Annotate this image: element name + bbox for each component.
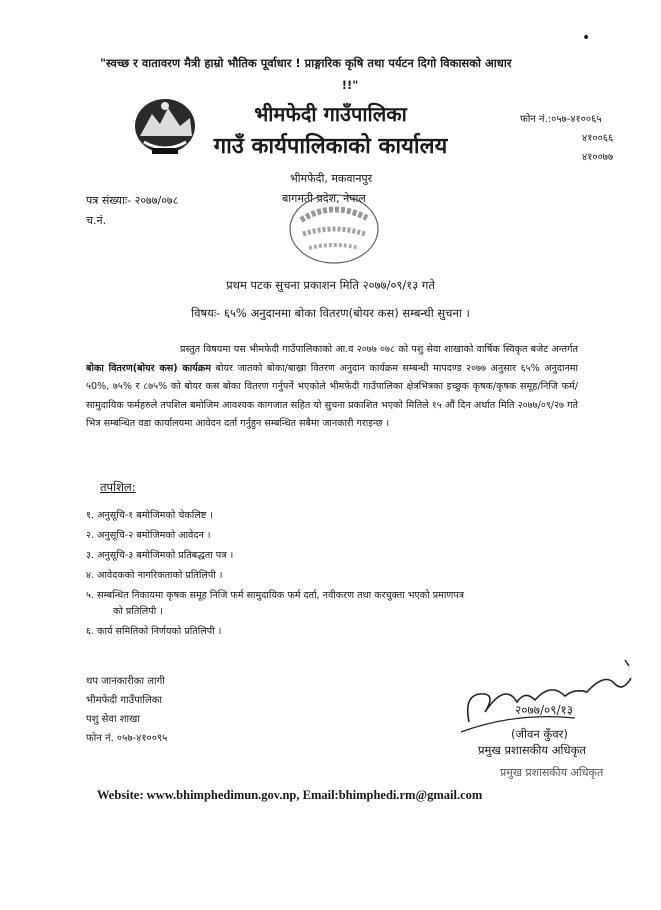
details-heading: तपशिल: (100, 480, 136, 494)
contact-block (86, 672, 167, 748)
office-stamp (283, 190, 385, 268)
details-list (86, 508, 586, 644)
phone-block (520, 110, 613, 167)
list-item: ३. अनुसूचि-३ बमोजिमको प्रतिबद्धता पत्र । (86, 550, 234, 561)
motto-line-2: !!" (341, 78, 359, 92)
publication-date: प्रथम पटक सुचना प्रकाशन मिति २०७७/०९/१३ गते (226, 278, 435, 292)
contact-heading: थप जानकारीका लागी (86, 676, 165, 687)
address-line-2: बागमती प्रदेश, नेपाल (282, 192, 366, 205)
stray-mark: • (582, 30, 591, 46)
notice-body-part-2: बोयर जातको बोका/बाख्रा वितरण अनुदान कार्यक्रम सम्बन्धी मापदण्ड २०७७ अनुसार ६५% अनुदानमा ५0%, ७५% र ८७५% को बोयर कस बोका वितरण गर्नुपर्ने भएकोले भीमफेदी गाउँपालिका क्षेत्रभित्रका इच्छुक कृषक/कृषक समूह/निजि फर्म/ सामुदायिक फर्महरुले तपशिल बमोजिम आवश्यक कागजात सहित यो सुचना प्रकाशित भएको मितिले १५ औं दिन अर्थात मिति २०७७/०९/२७ गते भित्र सम्बन्धित वडा कार्यालयमा आवेदन दर्ता गर्नुहुन सम्बन्धित सबैमा जानकारी गराइन्छ । (86, 362, 578, 430)
motto-line-1: "स्वच्छ र वातावरण मैत्री हाम्रो भौतिक पूर्वाधार ! प्राङ्गारिक कृषि तथा पर्यटन दिगो विकासको आधार (100, 56, 512, 70)
list-item: २. अनुसूचि-२ बमोजिमको आवेदन । (86, 530, 211, 541)
signatory-name: (जीवन कुँवर) (511, 727, 568, 741)
notice-body-part-1: प्रस्तुत विषयमा यस भीमफेदी गाउँपालिकाको आ.व २०७७ ०७८ को पशु सेवा शाखाको वार्षिक स्विकृत बजेट अन्तर्गत (180, 344, 578, 355)
notice-body (86, 341, 578, 434)
notice-subject: विषयः- ६५% अनुदानमा बोका वितरण(बोयर कस) सम्बन्धी सुचना । (191, 306, 470, 320)
dispatch-number: च.नं. (86, 214, 107, 227)
contact-line: भीमफेदी गाउँपालिका (86, 695, 162, 706)
list-item-continuation: को प्रतिलिपी । (113, 606, 163, 617)
list-item: ६. कार्य समितिको निर्णयको प्रतिलिपी । (86, 626, 222, 637)
phone-number-1: फोन नं.:०५७-४१००६५ (520, 114, 602, 125)
handwritten-signature (455, 652, 655, 744)
motto (100, 52, 600, 96)
municipality-name: भीमफेदी गाउँपालिका (254, 102, 407, 126)
list-item (86, 588, 586, 620)
contact-phone: फोन नं. ०५७-४१००९५ (86, 733, 168, 744)
office-name: गाउँ कार्यपालिकाको कार्यालय (213, 134, 448, 159)
phone-number-3: ४१००७७ (582, 152, 614, 163)
phone-number-2: ४१००६६ (582, 133, 614, 144)
list-item-text: ५. सम्बन्धित निकायमा कृषक समूह निजि फर्म सामुदायिक फर्म दर्ता, नवीकरण तथा करचुक्ता भएको प्रमाणपत्र (86, 590, 465, 601)
signatory-title: प्रमुख प्रशासकीय अधिकृत (478, 743, 586, 757)
list-item: ४. आवेदकको नागरिकताको प्रतिलिपी । (86, 570, 223, 581)
notice-body-program-name: बोका वितरण(बोयर कस) कार्यक्रम (86, 362, 211, 374)
signatory-stamp-title: प्रमुख प्रशासकीय अधिकृत (500, 766, 604, 779)
reference-number: पत्र संख्याः- २०७७/०७८ (86, 194, 179, 207)
list-item: १. अनुसूचि-१ बमोजिमको चेकलिष्ट । (86, 510, 213, 521)
footer-contact: Website: www.bhimphedimun.gov.np, Email:bhimphedi.rm@gmail.com (97, 788, 483, 802)
contact-line: पशु सेवा शाखा (86, 714, 140, 725)
reference-block (86, 191, 178, 231)
signature-date: २०७७/०९/१३ (515, 703, 574, 717)
address-line-1: भीमफेदी, मकवानपुर (290, 172, 373, 185)
